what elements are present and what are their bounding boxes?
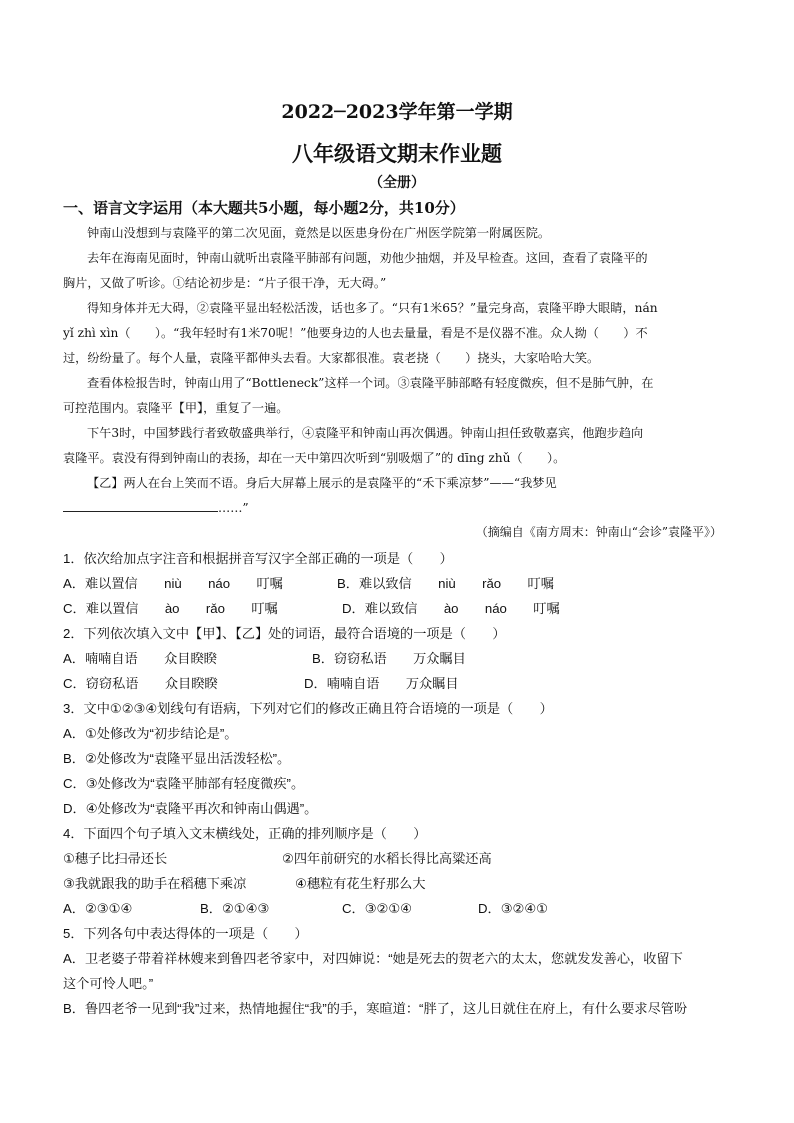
option-d[interactable]: D．④处修改为“袁隆平再次和钟南山偶遇”。 — [63, 801, 318, 816]
option-c[interactable]: C．③②①④ — [342, 901, 413, 916]
option-b[interactable]: B．难以致信 niù rǎo 叮嘱 — [337, 576, 554, 591]
option-a[interactable]: A．①处修改为“初步结论是”。 — [63, 726, 238, 741]
exam-title: 八年级语文期末作业题 — [292, 141, 502, 166]
sentence-1: ①穗子比扫帚还长 — [63, 851, 168, 866]
passage-last-line — [63, 496, 729, 521]
option-c[interactable]: C．难以置信 ào rǎo 叮嘱 — [63, 601, 278, 616]
option-d[interactable]: D．难以致信 ào náo 叮嘱 — [342, 601, 560, 616]
option-c[interactable]: C．③处修改为“袁隆平肺部有轻度微疾”。 — [63, 776, 305, 791]
option-b[interactable]: B．②处修改为“袁隆平显出活泼轻松”。 — [63, 751, 291, 766]
sentence-2: ②四年前研究的水稻长得比高粱还高 — [282, 851, 492, 866]
exam-scope: （全册） — [369, 175, 425, 191]
question-stem: 2．下列依次填入文中【甲】、【乙】处的词语，最符合语境的一项是（ ） — [63, 626, 506, 641]
question-stem: 4．下面四个句子填入文末横线处，正确的排列顺序是（ ） — [63, 826, 427, 841]
passage-line: 去年在海南见面时，钟南山就听出袁隆平肺部有问题，劝他少抽烟，并及早检查。这回，查看了袁隆平的 — [87, 251, 648, 265]
option-d[interactable]: D．喃喃自语 万众瞩目 — [304, 676, 459, 691]
option-a[interactable]: A．喃喃自语 众目睽睽 — [63, 651, 217, 666]
passage-line: 过，纷纷量了。每个人量，袁隆平都伸头去看。大家都很准。袁老挠（ ）挠头，大家哈哈大笑。 — [63, 351, 600, 365]
option-d[interactable]: D．③②④① — [478, 901, 549, 916]
ellipsis-text: ……” — [218, 501, 249, 515]
passage-line: 查看体检报告时，钟南山用了“Bottleneck”这样一个词。③袁隆平肺部略有轻度微疾，但不是肺气肿，在 — [87, 376, 654, 390]
option-a[interactable]: A．②③①④ — [63, 901, 133, 916]
question-stem: 3．文中①②③④划线句有语病，下列对它们的修改正确且符合语境的一项是（ ） — [63, 701, 553, 716]
option-a[interactable]: A．卫老婆子带着祥林嫂来到鲁四老爷家中，对四婶说：“她是死去的贺老六的太太，您就发发善心，收留下 — [63, 951, 683, 966]
option-b[interactable]: B．鲁四老爷一见到“我”过来，热情地握住“我”的手，寒暄道：“胖了，这儿日就住在府上，有什么要求尽管吩 — [63, 1001, 688, 1016]
passage-line: 胸片，又做了听诊。①结论初步是：“片子很干净，无大碍。” — [63, 276, 387, 290]
passage-line: 得知身体并无大碍，②袁隆平显出轻松活泼，话也多了。“只有1米65？”量完身高，袁隆平睁大眼睛，nán — [87, 301, 658, 315]
answer-blank-line[interactable] — [63, 499, 218, 512]
option-b[interactable]: B．②①④③ — [200, 901, 270, 916]
option-c[interactable]: C．窃窃私语 众目睽睽 — [63, 676, 218, 691]
passage-line: 可控范围内。袁隆平【甲】，重复了一遍。 — [63, 401, 289, 415]
question-stem: 5．下列各句中表达得体的一项是（ ） — [63, 926, 308, 941]
sentence-4: ④穗粒有花生籽那么大 — [295, 876, 426, 891]
passage-line: 钟南山没想到与袁隆平的第二次见面，竟然是以医患身份在广州医学院第一附属医院。 — [87, 226, 551, 240]
passage-line: 袁隆平。袁没有得到钟南山的表扬，却在一天中第四次听到“别吸烟了”的 dīng zhǔ（ ）。 — [63, 451, 566, 465]
passage-line: 下午3时，中国梦践行者致敬盛典举行，④袁隆平和钟南山再次偶遇。钟南山担任致敬嘉宾，他跑步趋向 — [87, 426, 644, 440]
school-year-title: 2022─2023学年第一学期 — [281, 101, 513, 123]
sentence-3: ③我就跟我的助手在稻穗下乘凉 — [63, 876, 247, 891]
passage-line: 【乙】两人在台上笑而不语。身后大屏幕上展示的是袁隆平的“禾下乘凉梦”——“我梦见 — [87, 476, 557, 490]
option-a-continued: 这个可怜人吧。” — [63, 976, 154, 991]
passage-line: yǐ zhì xìn（ ）。“我年轻时有1米70呢！”他要身边的人也去量量，看是不是仪器不准。众人拗（ ）不 — [63, 326, 648, 340]
option-b[interactable]: B．窃窃私语 万众瞩目 — [312, 651, 466, 666]
section-heading: 一、语言文字运用（本大题共5小题，每小题2分，共10分） — [63, 199, 465, 217]
source-citation: （摘编自《南方周末：钟南山“会诊”袁隆平》） — [475, 525, 722, 539]
option-a[interactable]: A．难以置信 niù náo 叮嘱 — [63, 576, 283, 591]
question-stem: 1．依次给加点字注音和根据拼音写汉字全部正确的一项是（ ） — [63, 551, 453, 566]
